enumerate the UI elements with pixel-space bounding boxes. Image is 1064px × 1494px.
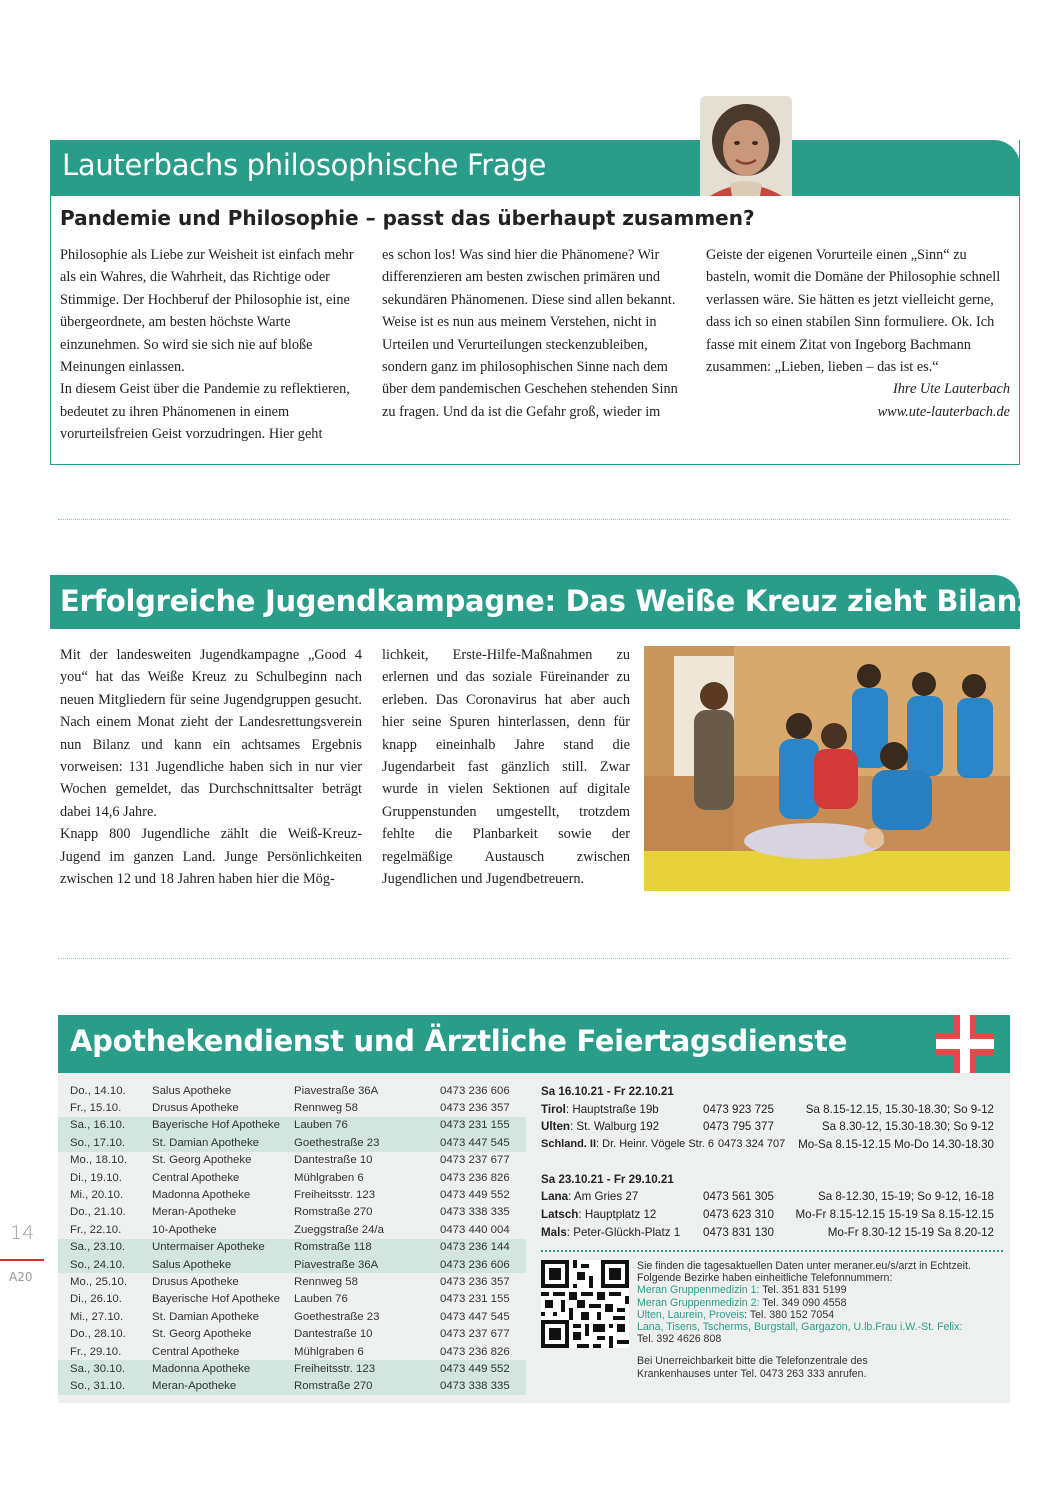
table-row (58, 1204, 526, 1221)
cell-phone: 0473 447 545 (428, 1134, 526, 1151)
table-row (58, 1082, 526, 1099)
cell-date: Fr., 22.10. (70, 1223, 122, 1236)
cell-date: Sa., 16.10. (58, 1117, 140, 1134)
info-footer: Krankenhauses unter Tel. 0473 263 333 anrufen. (637, 1367, 867, 1380)
cell-street: Lauben 76 (282, 1117, 428, 1134)
cell-street: Rennweg 58 (294, 1275, 358, 1288)
cell-name: Drusus Apotheke (152, 1102, 239, 1115)
week1-row: Tirol: Hauptstraße 19b (541, 1103, 659, 1116)
medical-cross-icon (936, 1015, 994, 1073)
author-website: www.ute-lauterbach.de (877, 403, 1010, 420)
cell-name: Madonna Apotheke (152, 1189, 251, 1202)
cell-name: Salus Apotheke (152, 1084, 232, 1097)
cell-date: Mo., 18.10. (70, 1154, 127, 1167)
cell-phone: 0473 440 004 (440, 1223, 510, 1236)
cell-phone: 0473 237 677 (440, 1154, 510, 1167)
table-row (58, 1152, 526, 1169)
cell-phone: 0473 447 545 (440, 1310, 510, 1323)
table-row (58, 1239, 526, 1256)
table-row (58, 1117, 526, 1134)
cell-date: Mi., 20.10. (70, 1189, 124, 1202)
week2-hours: Mo-Fr 8.15-12.15 15-19 Sa 8.15-12.15 (795, 1208, 994, 1221)
cell-name: St. Damian Apotheke (140, 1134, 282, 1151)
table-row (58, 1325, 526, 1342)
cell-street: Zueggstraße 24/a (294, 1223, 384, 1236)
first-aid-training-photo (644, 646, 1010, 891)
page-code: A20 (9, 1270, 33, 1284)
cell-date: Fr., 15.10. (70, 1102, 122, 1115)
week1-heading: Sa 16.10.21 - Fr 22.10.21 (541, 1085, 674, 1098)
cell-street: Dantestraße 10 (294, 1328, 373, 1341)
cell-street: Piavestraße 36A (282, 1256, 428, 1273)
table-row (58, 1291, 526, 1308)
cell-name: Bayerische Hof Apotheke (140, 1117, 282, 1134)
table-row (58, 1273, 526, 1290)
cell-phone: 0473 231 155 (440, 1293, 510, 1306)
cell-name: Madonna Apotheke (140, 1360, 282, 1377)
cell-name: St. Georg Apotheke (152, 1328, 252, 1341)
cell-phone: 0473 237 677 (440, 1328, 510, 1341)
info-line: Meran Gruppenmedizin 2: Tel. 349 090 4558 (637, 1296, 847, 1309)
week1-phone: 0473 923 725 (703, 1103, 774, 1116)
cell-date: Do., 28.10. (70, 1328, 126, 1341)
cell-phone: 0473 236 144 (428, 1239, 526, 1256)
divider (541, 1250, 1003, 1252)
cell-phone: 0473 236 826 (440, 1171, 510, 1184)
article1-column-2 (382, 244, 682, 423)
week1-phone: 0473 795 377 (703, 1120, 774, 1133)
cell-name: Untermaiser Apotheke (140, 1239, 282, 1256)
cell-date: Do., 21.10. (70, 1206, 126, 1219)
cell-street: Goethestraße 23 (282, 1134, 428, 1151)
cell-date: Mo., 25.10. (70, 1275, 127, 1288)
table-row (58, 1360, 526, 1377)
cell-date: Do., 14.10. (70, 1084, 126, 1097)
week2-phone: 0473 831 130 (703, 1226, 774, 1239)
table-row (58, 1308, 526, 1325)
cell-date: Sa., 23.10. (58, 1239, 140, 1256)
cell-phone: 0473 338 335 (428, 1378, 526, 1395)
info-line: Sie finden die tagesaktuellen Daten unter meraner.eu/s/arzt in Echtzeit. (637, 1260, 971, 1272)
table-row (58, 1186, 526, 1203)
author-portrait (700, 96, 792, 196)
pharmacy-schedule-table (58, 1082, 526, 1395)
cell-phone: 0473 236 826 (440, 1345, 510, 1358)
paragraph: es schon los! Was sind hier die Phänomene? Wir differenzieren am besten zwischen primären und sekundären Phänomenen. Diese sind allen bekannt. Weise ist es nun aus meinem Verstehen, nicht in Urteilen und Verurteilungen steckenzubleiben, sondern ganz im philosophischen Sinne nach dem über dem pandemischen Geschehen stehenden Sinn zu fragen. Und da ist die Gefahr groß, wieder im (382, 247, 678, 420)
week1-hours: Sa 8.15-12.15, 15.30-18.30; So 9-12 (805, 1103, 994, 1116)
qr-code-icon[interactable] (541, 1260, 629, 1348)
cell-phone: 0473 449 552 (440, 1189, 510, 1202)
table-row (58, 1378, 526, 1395)
table-row (58, 1134, 526, 1151)
week2-row: Lana: Am Gries 27 (541, 1190, 639, 1203)
divider (58, 519, 1010, 520)
cell-street: Romstraße 270 (294, 1206, 373, 1219)
paragraph: Knapp 800 Jugendliche zählt die Weiß-Kreuz-Jugend im ganzen Land. Junge Persönlichkeiten zwischen 12 und 18 Jahren haben hier die Mög- (60, 826, 362, 888)
paragraph: Geiste der eigenen Vorurteile einen „Sinn“ zu basteln, womit die Domäne der Philosophie schnell verlassen wäre. Sie hätten es jetzt vielleicht gerne, dass ich so einen stabilen Sinn formuliere. Ok. Ich fasse mit einem Zitat von Ingeborg Bachmann zusammen: „Lieben, lieben – das ist es.“ (706, 247, 1001, 376)
cell-name: Central Apotheke (152, 1171, 240, 1184)
paragraph: Mit der landesweiten Jugendkampagne „Good 4 you“ hat das Weiße Kreuz zu Schulbeginn nach neuen Mitgliedern für seine Jugendgruppen gesucht. Nach einem Monat zieht der Landesrettungsverein nun Bilanz und kann ein achtsames Ergebnis vorweisen: 131 Jugendliche haben sich in nur vier Wochen gemeldet, das Durchschnittsalter beträgt dabei 14,6 Jahre. (60, 647, 362, 820)
medical-service-info (637, 1260, 1007, 1380)
cell-phone: 0473 236 606 (440, 1084, 510, 1097)
cell-phone: 0473 236 606 (428, 1256, 526, 1273)
cell-date: Di., 26.10. (70, 1293, 122, 1306)
cell-name: St. Georg Apotheke (152, 1154, 252, 1167)
cell-phone: 0473 236 357 (440, 1102, 510, 1115)
article2-column-1 (60, 644, 362, 890)
paragraph: In diesem Geist über die Pandemie zu reflektieren, bedeutet zu ihren Phänomenen in einem vorurteilsfreien Geist vorzudringen. Hier geht (60, 381, 350, 443)
cell-street: Romstraße 118 (282, 1239, 428, 1256)
info-footer: Bei Unerreichbarkeit bitte die Telefonzentrale des (637, 1355, 868, 1368)
article1-subtitle: Pandemie und Philosophie – passt das überhaupt zusammen? (60, 206, 755, 230)
cell-street: Freiheitsstr. 123 (294, 1189, 376, 1202)
cell-phone: 0473 236 357 (440, 1275, 510, 1288)
cell-date: So., 17.10. (58, 1134, 140, 1151)
cell-phone: 0473 231 155 (428, 1117, 526, 1134)
week2-row: Latsch: Hauptplatz 12 (541, 1208, 657, 1221)
cell-name: Bayerische Hof Apotheke (152, 1293, 280, 1306)
paragraph: lichkeit, Erste-Hilfe-Maßnahmen zu erlernen und das soziale Füreinander zu erleben. Das Coronavirus hat aber auch hier seine Spuren hinterlassen, denn für knapp eineinhalb Jahre stand die Jugendarbeit fast gänzlich still. Zwar wurde in vielen Sektionen auf digitale Gruppenstunden umgestellt, trotzdem fehlte die Planbarkeit sowie der regelmäßige Austausch zwischen Jugendlichen und Jugendbetreuern. (382, 647, 630, 888)
cell-phone: 0473 338 335 (440, 1206, 510, 1219)
info-line: Lana, Tisens, Tscherms, Burgstall, Gargazon, U.lb.Frau i.W.-St. Felix: (637, 1321, 963, 1334)
week2-heading: Sa 23.10.21 - Fr 29.10.21 (541, 1173, 674, 1186)
article1-title: Lauterbachs philosophische Frage (62, 148, 547, 182)
article1-column-3 (706, 244, 1010, 423)
cell-street: Freiheitsstr. 123 (282, 1360, 428, 1377)
article2-title: Erfolgreiche Jugendkampagne: Das Weiße Kreuz zieht Bilanz (60, 584, 1034, 618)
cell-name: 10-Apotheke (152, 1223, 217, 1236)
divider (58, 958, 1010, 959)
cell-name: Salus Apotheke (140, 1256, 282, 1273)
cell-phone: 0473 449 552 (428, 1360, 526, 1377)
cell-street: Rennweg 58 (294, 1102, 358, 1115)
table-row (58, 1256, 526, 1273)
cell-street: Goethestraße 23 (294, 1310, 380, 1323)
article1-column-1 (60, 244, 360, 446)
cell-street: Mühlgraben 6 (294, 1345, 364, 1358)
info-line: Meran Gruppenmedizin 1: Tel. 351 831 5199 (637, 1284, 847, 1297)
table-row (58, 1221, 526, 1238)
cell-date: So., 24.10. (58, 1256, 140, 1273)
info-line: Folgende Bezirke haben einheitliche Telefonnummern: (637, 1272, 893, 1285)
table-row (58, 1169, 526, 1186)
cell-name: Meran-Apotheke (140, 1378, 282, 1395)
info-line: Ulten, Laurein, Proveis: Tel. 380 152 7054 (637, 1308, 835, 1321)
page-marker-line (0, 1259, 44, 1261)
info-line: Tel. 392 4626 808 (637, 1333, 722, 1346)
cell-date: Sa., 30.10. (58, 1360, 140, 1377)
cell-date: So., 31.10. (58, 1378, 140, 1395)
cell-street: Romstraße 270 (282, 1378, 428, 1395)
cell-street: Dantestraße 10 (294, 1154, 373, 1167)
week2-phone: 0473 561 305 (703, 1190, 774, 1203)
page-number: 14 (10, 1222, 35, 1244)
week1-row: Ulten: St. Walburg 192 (541, 1120, 660, 1133)
author-signature: Ihre Ute Lauterbach (893, 381, 1010, 398)
cell-date: Fr., 29.10. (70, 1345, 122, 1358)
pharmacy-title: Apothekendienst und Ärztliche Feiertagsdienste (70, 1024, 848, 1058)
cell-name: Drusus Apotheke (152, 1275, 239, 1288)
week2-hours: Sa 8-12.30, 15-19; So 9-12, 16-18 (818, 1190, 994, 1203)
week2-phone: 0473 623 310 (703, 1208, 774, 1221)
week1-hours: Sa 8.30-12, 15.30-18.30; So 9-12 (821, 1120, 994, 1133)
article2-column-2 (382, 644, 630, 890)
cell-street: Piavestraße 36A (294, 1084, 379, 1097)
cell-date: Mi., 27.10. (70, 1310, 124, 1323)
week2-hours: Mo-Fr 8.30-12 15-19 Sa 8.20-12 (827, 1226, 994, 1239)
cell-street: Mühlgraben 6 (294, 1171, 364, 1184)
cell-date: Di., 19.10. (70, 1171, 122, 1184)
week1-hours: Mo-Sa 8.15-12.15 Mo-Do 14.30-18.30 (798, 1138, 994, 1151)
week1-phone: 0473 324 707 (718, 1138, 786, 1150)
table-row (58, 1099, 526, 1116)
cell-name: Central Apotheke (152, 1345, 240, 1358)
week1-row: Schland. II: Dr. Heinr. Vögele Str. 6 (541, 1138, 715, 1150)
cell-street: Lauben 76 (294, 1293, 348, 1306)
table-row (58, 1343, 526, 1360)
week2-row: Mals: Peter-Glückh-Platz 1 (541, 1226, 681, 1239)
cell-name: St. Damian Apotheke (152, 1310, 260, 1323)
paragraph: Philosophie als Liebe zur Weisheit ist einfach mehr als ein Wahres, die Wahrheit, das Richtige oder Stimmige. Der Hochberuf der Philosophie ist, eine übergeordnete, am besten höchste Warte einzunehmen. So wird sie sich nie auf bloße Meinungen einlassen. (60, 247, 354, 376)
cell-name: Meran-Apotheke (152, 1206, 237, 1219)
